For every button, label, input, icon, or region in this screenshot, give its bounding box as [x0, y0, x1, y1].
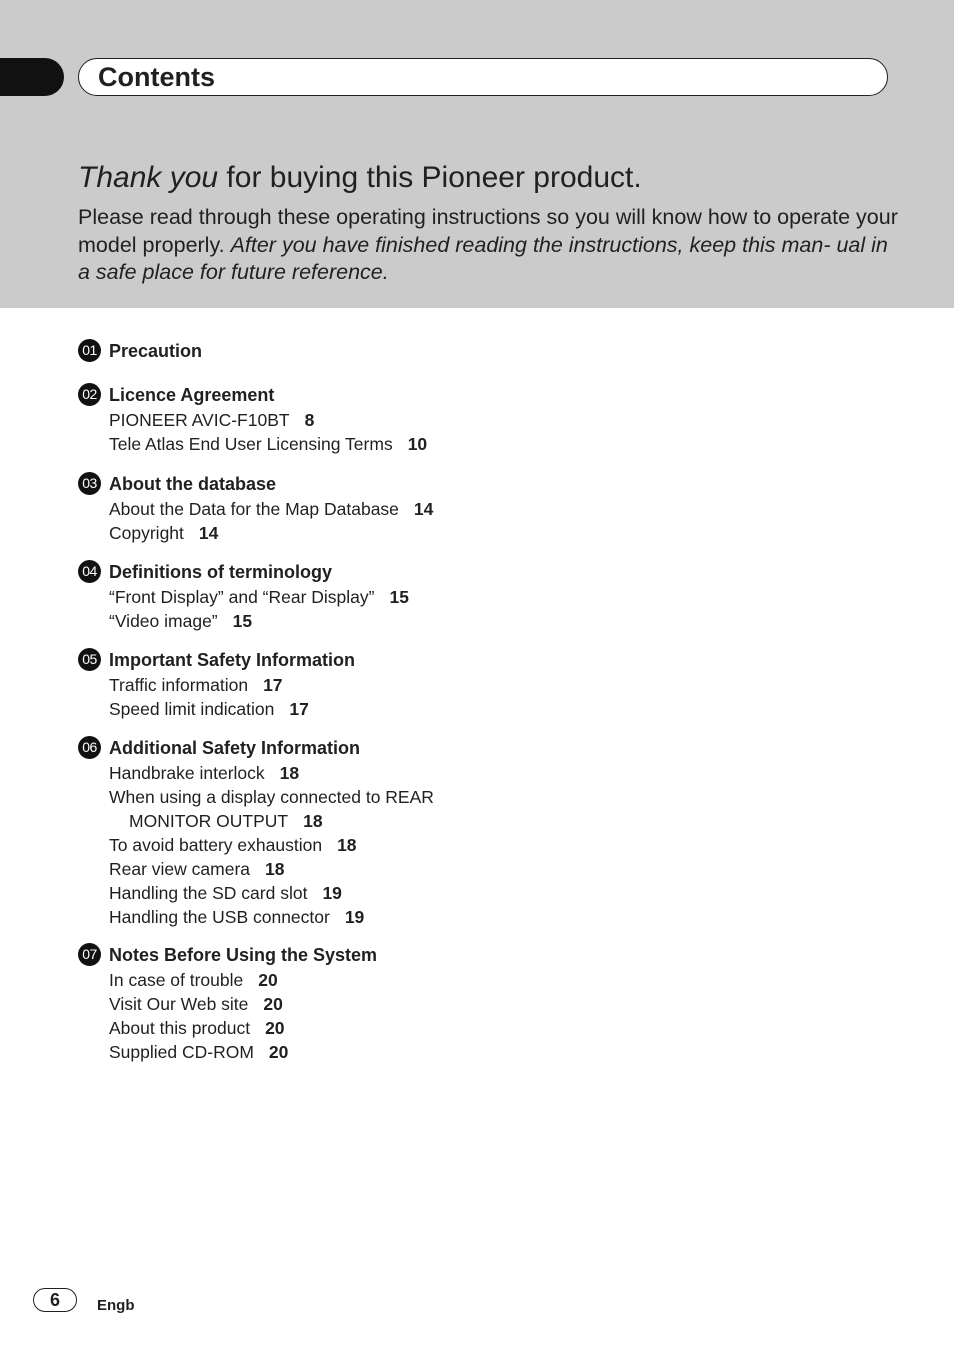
toc-item-text: Handling the SD card slot — [109, 883, 308, 903]
toc-section-header[interactable] — [78, 559, 409, 585]
toc-item[interactable] — [109, 521, 433, 545]
toc-item-page: 18 — [279, 763, 300, 783]
toc-item[interactable] — [109, 761, 434, 785]
toc-item-page: 17 — [289, 699, 309, 719]
thanks-heading-rest: for buying this Pioneer product. — [218, 161, 642, 194]
toc-section-title: Precaution — [109, 341, 203, 361]
toc-item-text: “Video image” — [109, 611, 218, 631]
chapter-number-badge: 05 — [78, 648, 101, 671]
toc-item-page: 20 — [258, 970, 278, 990]
toc-item-text: Visit Our Web site — [109, 994, 249, 1014]
toc-item-text: When using a display connected to REAR — [109, 787, 434, 807]
toc-item-text: Handling the USB connector — [109, 907, 330, 927]
toc-item-text: Copyright — [109, 523, 184, 543]
toc-section-title: Licence Agreement — [109, 385, 275, 405]
toc-item[interactable] — [109, 857, 434, 881]
toc-item[interactable] — [109, 992, 288, 1016]
toc-item[interactable] — [109, 785, 434, 833]
toc-section-header[interactable] — [78, 735, 434, 761]
toc-item[interactable] — [109, 585, 409, 609]
toc-section-title: Notes Before Using the System — [109, 945, 378, 965]
toc-item-text: Handbrake interlock — [109, 763, 265, 783]
toc-item[interactable] — [109, 1016, 288, 1040]
toc-item-text: Rear view camera — [109, 859, 251, 879]
toc-item[interactable] — [109, 905, 434, 929]
toc-item-text: Tele Atlas End User Licensing Terms — [109, 434, 393, 454]
toc-item-page: 18 — [265, 859, 285, 879]
chapter-number-badge: 01 — [78, 339, 101, 362]
toc-section-03 — [78, 471, 433, 545]
toc-item-page: 14 — [198, 523, 219, 543]
chapter-number-badge: 04 — [78, 560, 101, 583]
toc-section-07 — [78, 942, 378, 1064]
toc-item-page: 20 — [263, 994, 283, 1014]
toc-item[interactable] — [109, 833, 434, 857]
intro-italic-text: After you have finished reading the instructions, keep this man- ual in a safe place for future reference. — [78, 232, 888, 284]
toc-section-title: About the database — [109, 474, 277, 494]
toc-item-text: Supplied CD-ROM — [109, 1042, 254, 1062]
toc-section-title: Definitions of terminology — [109, 562, 332, 582]
section-tab-marker — [0, 58, 64, 96]
toc-item[interactable] — [109, 968, 288, 992]
toc-item[interactable] — [109, 881, 434, 905]
toc-item-page: 8 — [304, 410, 315, 430]
toc-item-page: 18 — [337, 835, 357, 855]
toc-item-page: 14 — [413, 499, 434, 519]
toc-item-page: 15 — [232, 611, 253, 631]
toc-section-header[interactable] — [78, 471, 433, 497]
toc-item-text: About the Data for the Map Database — [109, 499, 399, 519]
chapter-number-badge: 02 — [78, 383, 101, 406]
chapter-number-badge: 03 — [78, 472, 101, 495]
toc-item-page: 17 — [263, 675, 283, 695]
toc-item[interactable] — [109, 497, 433, 521]
toc-section-title: Additional Safety Information — [109, 738, 361, 758]
toc-item-text-continued: MONITOR OUTPUT — [129, 811, 289, 831]
toc-item-text: To avoid battery exhaustion — [109, 835, 323, 855]
thanks-heading-emphasis: Thank you — [78, 161, 219, 194]
toc-section-title: Important Safety Information — [109, 650, 356, 670]
toc-section-header[interactable] — [78, 942, 378, 968]
contents-title: Contents — [98, 62, 215, 92]
toc-item-page: 19 — [344, 907, 365, 927]
thanks-heading — [78, 158, 642, 198]
page-number-badge: 6 — [33, 1288, 77, 1312]
toc-item-page: 10 — [407, 434, 428, 454]
toc-item[interactable] — [109, 1040, 288, 1064]
toc-item-text: Speed limit indication — [109, 699, 275, 719]
toc-item-page: 20 — [265, 1018, 285, 1038]
toc-item-text: “Front Display” and “Rear Display” — [109, 587, 375, 607]
toc-item-page: 20 — [268, 1042, 289, 1062]
toc-item-page: 15 — [389, 587, 409, 607]
header-band — [0, 0, 954, 308]
toc-item[interactable] — [109, 432, 427, 456]
toc-item-text: PIONEER AVIC-F10BT — [109, 410, 290, 430]
intro-plain-text: Please read through these operating instructions so you will know how to operate your model properly. — [78, 205, 898, 257]
toc-item-text: Traffic information — [109, 675, 249, 695]
toc-item-page: 19 — [322, 883, 342, 903]
contents-title-bar — [78, 58, 888, 96]
intro-paragraph — [78, 204, 898, 287]
toc-section-05 — [78, 647, 356, 721]
toc-item[interactable] — [109, 673, 309, 697]
toc-item-text: About this product — [109, 1018, 251, 1038]
toc-section-02 — [78, 382, 427, 456]
toc-item[interactable] — [109, 609, 409, 633]
language-code: Engb — [97, 1297, 135, 1314]
chapter-number-badge: 07 — [78, 943, 101, 966]
chapter-number-badge: 06 — [78, 736, 101, 759]
toc-item[interactable] — [109, 697, 309, 721]
toc-section-header[interactable] — [78, 647, 356, 673]
toc-section-header[interactable] — [78, 382, 427, 408]
toc-item[interactable] — [109, 408, 427, 432]
toc-item-text: In case of trouble — [109, 970, 244, 990]
toc-item-page: 18 — [303, 811, 323, 831]
toc-section-04 — [78, 559, 409, 633]
toc-section-06 — [78, 735, 434, 929]
